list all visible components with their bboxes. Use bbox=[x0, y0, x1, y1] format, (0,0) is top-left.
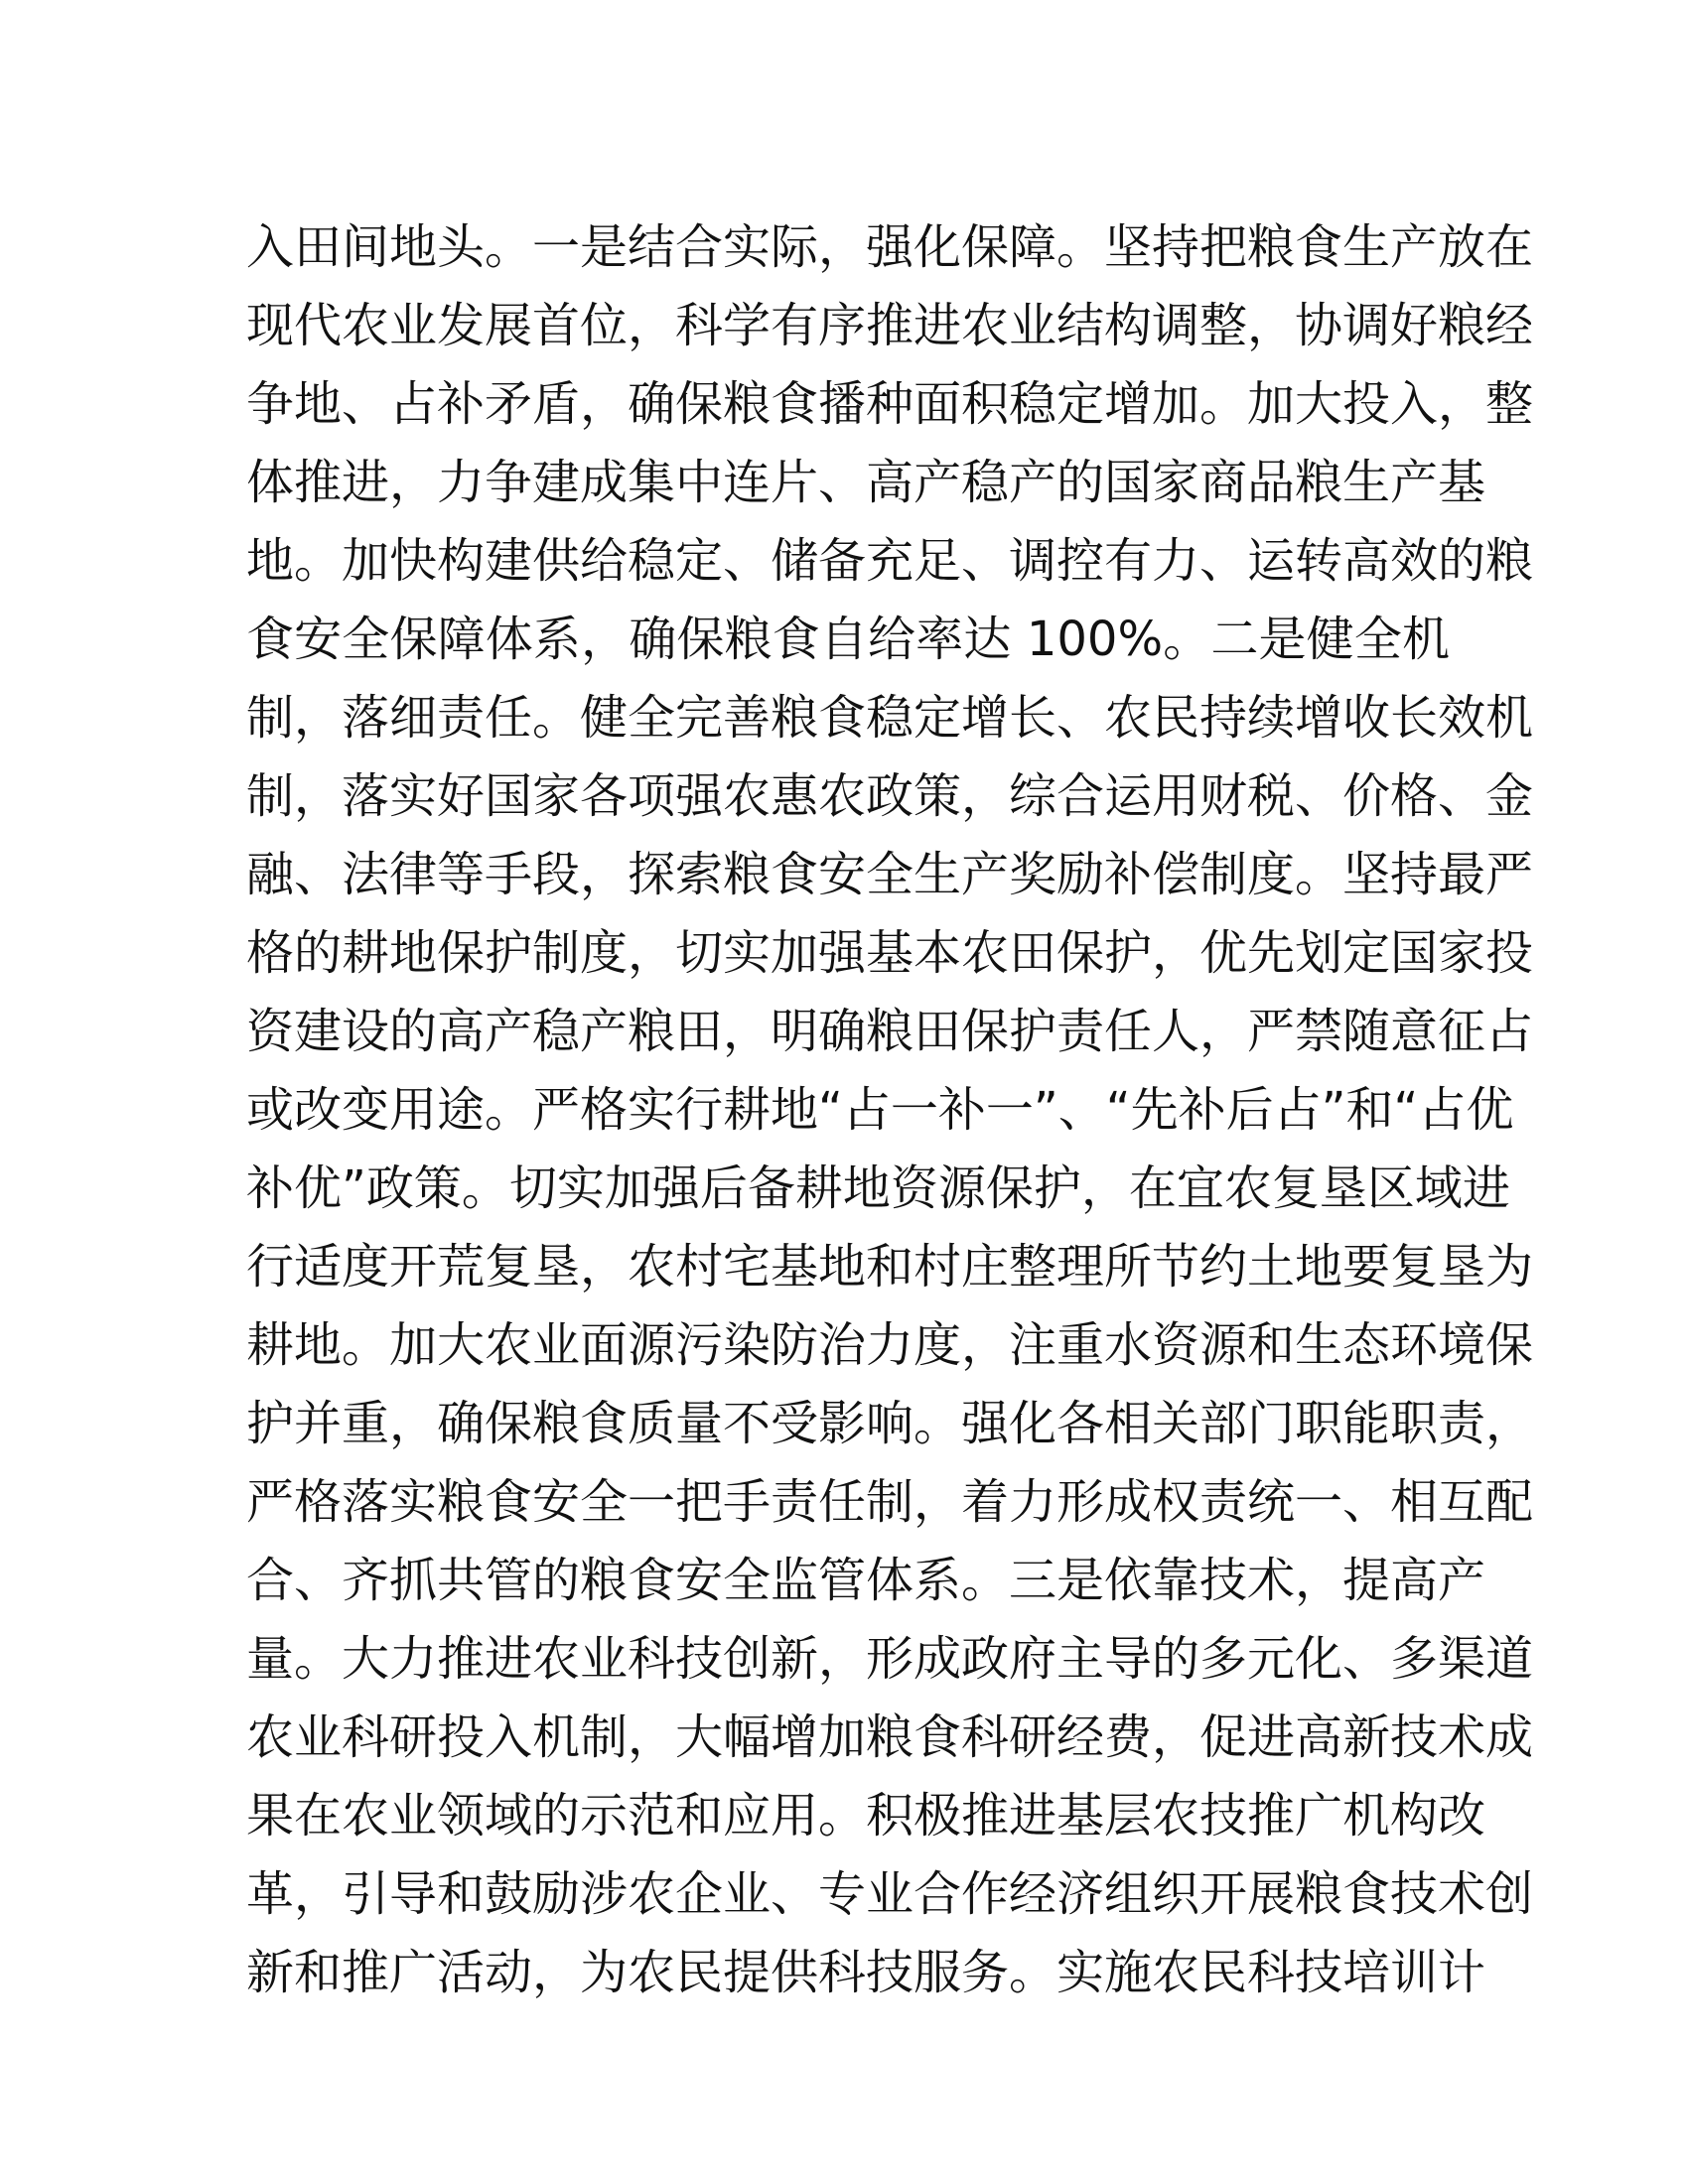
text-line: 入田间地头。一是结合实际，强化保障。坚持把粮食生产放在 bbox=[246, 219, 1534, 275]
text-line: 食安全保障体系，确保粮食自给率达 100%。二是健全机 bbox=[246, 612, 1450, 667]
text-line: 合、齐抓共管的粮食安全监管体系。三是依靠技术，提高产 bbox=[246, 1553, 1486, 1608]
text-line: 革，引导和鼓励涉农企业、专业合作经济组织开展粮食技术创 bbox=[246, 1866, 1534, 1922]
text-line: 农业科研投入机制，大幅增加粮食科研经费，促进高新技术成 bbox=[246, 1709, 1534, 1765]
text-line: 争地、占补矛盾，确保粮食播种面积稳定增加。加大投入，整 bbox=[246, 376, 1534, 432]
text-line: 耕地。加大农业面源污染防治力度，注重水资源和生态环境保 bbox=[246, 1317, 1534, 1373]
text-line: 护并重，确保粮食质量不受影响。强化各相关部门职能职责， bbox=[246, 1396, 1534, 1451]
text-line: 格的耕地保护制度，切实加强基本农田保护，优先划定国家投 bbox=[246, 925, 1534, 981]
text-line: 行适度开荒复垦，农村宅基地和村庄整理所节约土地要复垦为 bbox=[246, 1239, 1534, 1295]
text-line: 新和推广活动，为农民提供科技服务。实施农民科技培训计 bbox=[246, 1945, 1486, 2000]
text-line: 融、法律等手段，探索粮食安全生产奖励补偿制度。坚持最严 bbox=[246, 847, 1534, 902]
text-line: 严格落实粮食安全一把手责任制，着力形成权责统一、相互配 bbox=[246, 1474, 1534, 1530]
text-line: 制，落细责任。健全完善粮食稳定增长、农民持续增收长效机 bbox=[246, 690, 1534, 746]
text-line: 果在农业领域的示范和应用。积极推进基层农技推广机构改 bbox=[246, 1788, 1486, 1843]
text-line: 或改变用途。严格实行耕地“占一补一”、“先补后占”和“占优 bbox=[246, 1082, 1514, 1138]
text-line: 体推进，力争建成集中连片、高产稳产的国家商品粮生产基 bbox=[246, 455, 1486, 510]
body-paragraph bbox=[246, 208, 1534, 2012]
text-line: 资建设的高产稳产粮田，明确粮田保护责任人，严禁随意征占 bbox=[246, 1004, 1534, 1059]
text-line: 制，落实好国家各项强农惠农政策，综合运用财税、价格、金 bbox=[246, 768, 1534, 824]
text-line: 地。加快构建供给稳定、储备充足、调控有力、运转高效的粮 bbox=[246, 533, 1534, 589]
text-line: 现代农业发展首位，科学有序推进农业结构调整，协调好粮经 bbox=[246, 298, 1534, 353]
text-line: 补优”政策。切实加强后备耕地资源保护，在宜农复垦区域进 bbox=[246, 1160, 1510, 1216]
text-line: 量。大力推进农业科技创新，形成政府主导的多元化、多渠道 bbox=[246, 1631, 1534, 1687]
